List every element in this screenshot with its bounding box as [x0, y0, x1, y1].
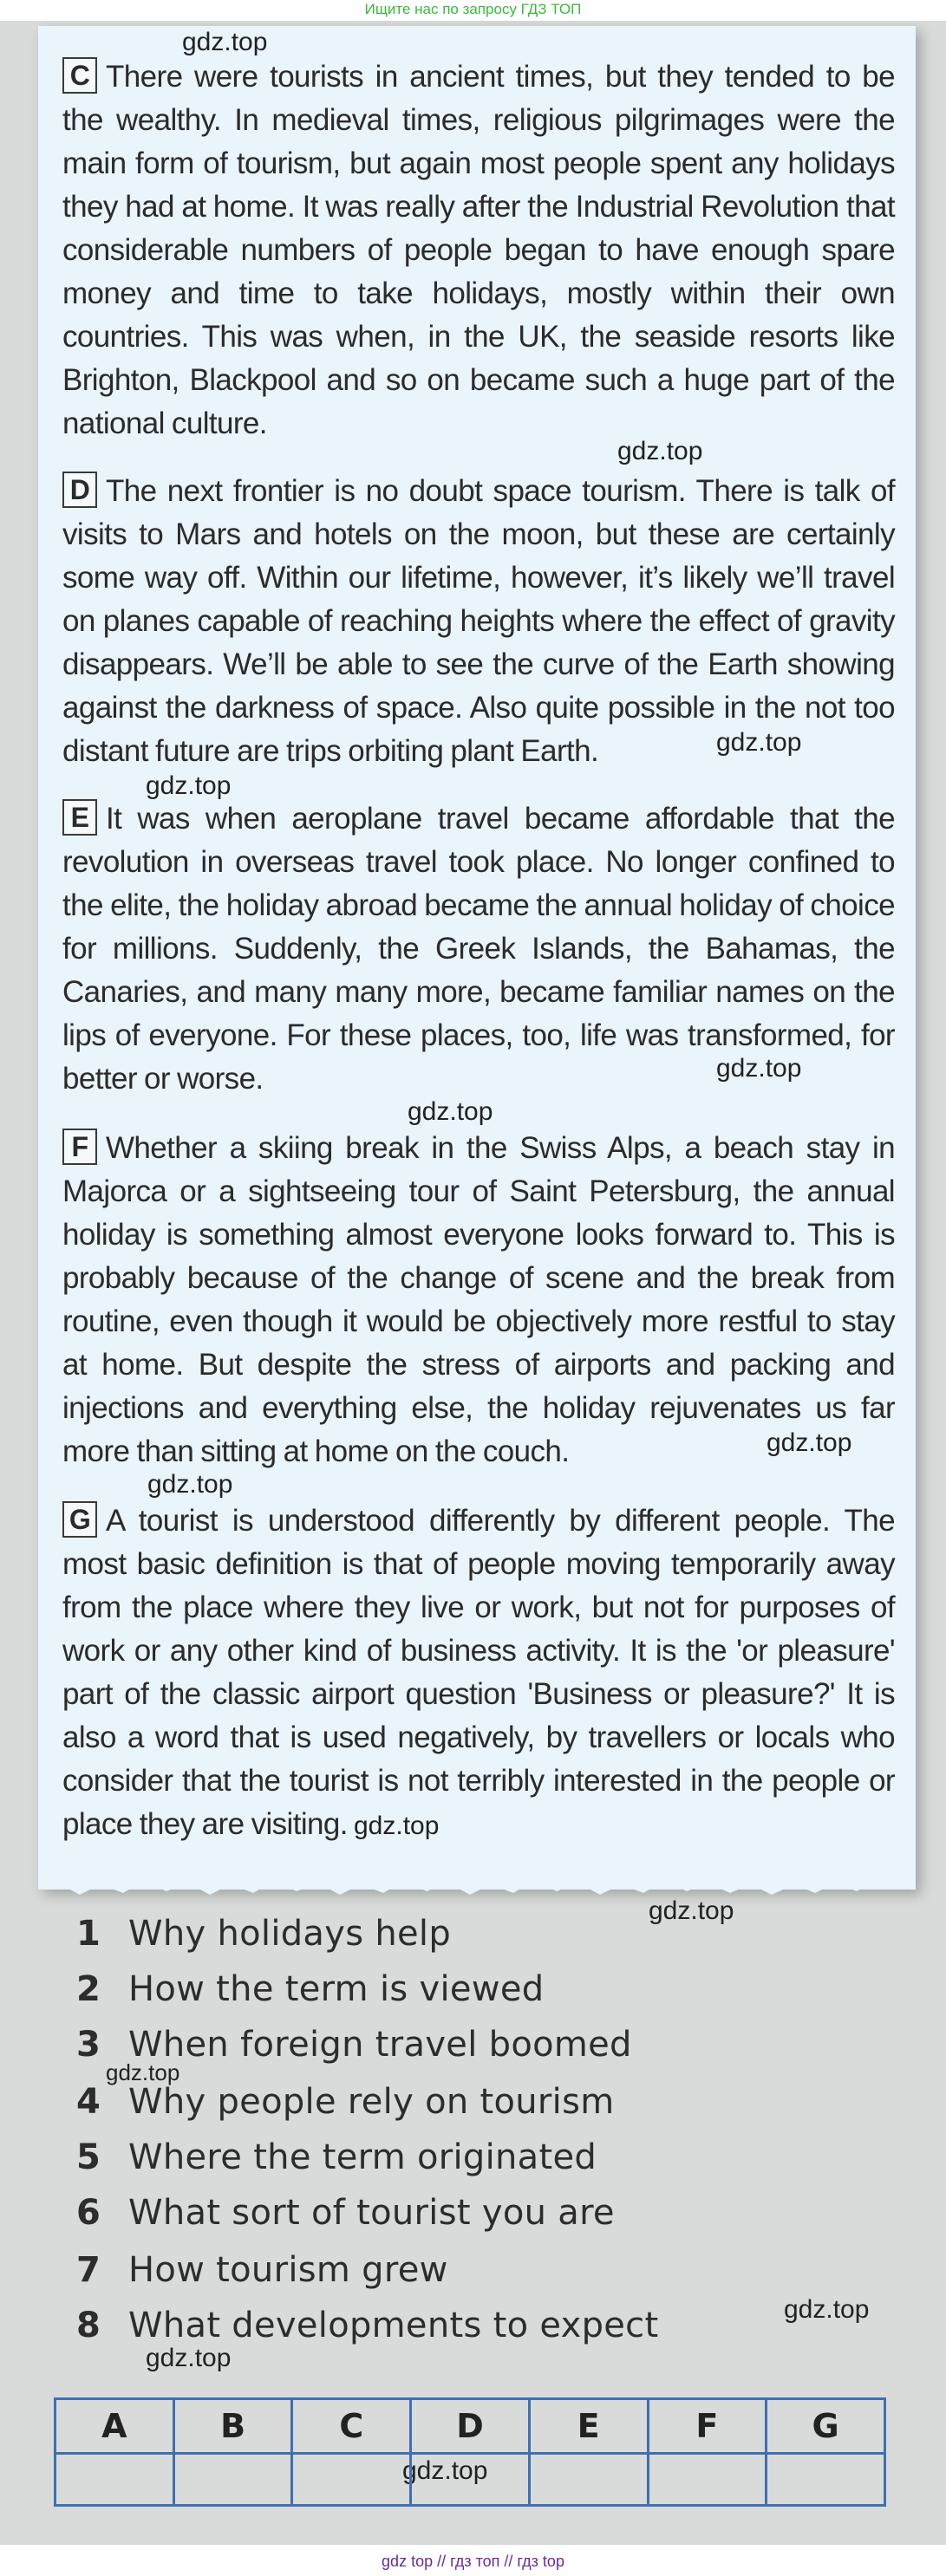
watermark: gdz.top [146, 2344, 232, 2372]
question-text: Why holidays help [128, 1914, 452, 1954]
torn-paper-edge [38, 1864, 916, 1903]
question-text: Where the term originated [128, 2137, 597, 2177]
watermark: gdz.top [182, 28, 268, 56]
watermark: gdz.top [784, 2295, 870, 2324]
question-number: 8 [76, 2306, 101, 2345]
paragraph-g [62, 1499, 895, 1846]
answer-header-cell: C [292, 2399, 411, 2454]
question-item [76, 2306, 658, 2345]
question-item [76, 1969, 544, 2009]
answer-header-cell: A [55, 2399, 174, 2454]
question-text: Why people rely on tourism [128, 2082, 615, 2122]
question-item [76, 2082, 614, 2122]
answer-cell[interactable] [529, 2454, 648, 2506]
paragraph-text: A tourist is understood differently by different people. The most basic definition is that of people moving temporarily away from the place where they live or work, but not for purposes of work or any other kind of business activity. It is the 'or pleasure' part of the classic airport question 'Business or pleasure?' It is also a word that is used negatively, by travellers or locals who consider that the tourist is not terribly interested in the people or place they are visiting. [62, 1504, 895, 1841]
question-number: 7 [76, 2250, 101, 2290]
question-item [76, 2250, 448, 2290]
answer-cell[interactable] [648, 2454, 767, 2506]
paragraph-text: Whether a skiing break in the Swiss Alps, a beach stay in Majorca or a sightseeing tour of Saint Petersburg, the annual holiday is something almost everyone looks forward to. This is probably because of the change of scene and the break from routine, even though it would be objectively more restful to stay at home. But despite the stress of airports and packing and injections and everything else, the holiday rejuvenates us far more than sitting at home on the couch. [62, 1131, 895, 1468]
answer-input-row [55, 2454, 885, 2506]
question-text: How the term is viewed [128, 1969, 545, 2009]
question-item [76, 2193, 615, 2233]
watermark: gdz.top [106, 2059, 180, 2085]
question-item [76, 2137, 597, 2177]
answer-cell[interactable] [292, 2454, 411, 2506]
question-text: What sort of tourist you are [128, 2193, 615, 2233]
question-number: 4 [76, 2082, 101, 2122]
paragraph-letter-box: D [62, 472, 97, 508]
question-number: 1 [76, 1914, 101, 1954]
answer-cell[interactable] [55, 2454, 174, 2506]
watermark: gdz.top [402, 2456, 488, 2485]
watermark: gdz.top [649, 1896, 734, 1925]
answer-header-row [55, 2399, 885, 2454]
watermark: gdz.top [147, 1470, 233, 1499]
question-number: 6 [76, 2193, 101, 2233]
question-text: When foreign travel boomed [128, 2025, 632, 2065]
question-number: 2 [76, 1969, 101, 2009]
paragraph-text: There were tourists in ancient times, but they tended to be the wealthy. In medieval times, religious pilgrimages were the main form of tourism, but again most people spent any holidays they had at home. It was really after the Industrial Revolution that considerable numbers of people began to have enough spare money and time to take holidays, mostly within their own countries. This was when, in the UK, the seaside resorts like Brighton, Blackpool and so on became such a huge part of the national culture. [62, 60, 895, 440]
paragraph-f [62, 1127, 895, 1473]
paragraph-letter-box: E [62, 799, 97, 836]
answer-cell[interactable] [411, 2454, 530, 2506]
paragraph-text: The next frontier is no doubt space tourism. There is talk of visits to Mars and hotels on the moon, but these are certainly some way off. Within our lifetime, however, it’s likely we’ll travel on planes capable of reaching heights where the effect of gravity disappears. We’ll be able to see the curve of the Earth showing against the darkness of space. Also quite possible in the not too distant future are trips orbiting plant Earth. [62, 474, 895, 768]
question-text: How tourism grew [128, 2250, 448, 2290]
footer-links[interactable]: gdz top // гдз топ // гдз top [382, 2553, 564, 2570]
paragraph-letter-box: F [62, 1129, 97, 1165]
paragraph-letter-box: C [62, 57, 97, 94]
answer-header-cell: E [529, 2399, 648, 2454]
answer-header-cell: G [767, 2399, 885, 2454]
answer-header-cell: F [648, 2399, 767, 2454]
watermark: gdz.top [617, 437, 703, 465]
watermark: gdz.top [767, 1428, 852, 1457]
answer-cell[interactable] [767, 2454, 885, 2506]
top-banner[interactable]: Ищите нас по запросу ГДЗ ТОП [364, 1, 582, 17]
question-number: 5 [76, 2137, 101, 2177]
watermark: gdz.top [354, 1812, 440, 1840]
question-item [76, 1914, 451, 1954]
watermark: gdz.top [716, 1054, 802, 1083]
answer-grid [54, 2397, 886, 2507]
answer-cell[interactable] [173, 2454, 292, 2506]
watermark: gdz.top [716, 728, 802, 757]
question-item [76, 2025, 632, 2065]
paragraph-text: It was when aeroplane travel became affordable that the revolution in overseas travel took place. No longer confined to the elite, the holiday abroad became the annual holiday of choice for millions. Suddenly, the Greek Islands, the Bahamas, the Canaries, and many many more, became familiar names on the lips of everyone. For these places, too, life was transformed, for better or worse. [62, 802, 895, 1096]
answer-header-cell: D [411, 2399, 530, 2454]
watermark: gdz.top [146, 771, 232, 800]
answer-header-cell: B [173, 2399, 292, 2454]
paragraph-c [62, 55, 895, 446]
paragraph-letter-box: G [62, 1501, 97, 1538]
question-number: 3 [76, 2025, 101, 2065]
question-text: What developments to expect [128, 2306, 659, 2345]
watermark: gdz.top [408, 1097, 493, 1126]
